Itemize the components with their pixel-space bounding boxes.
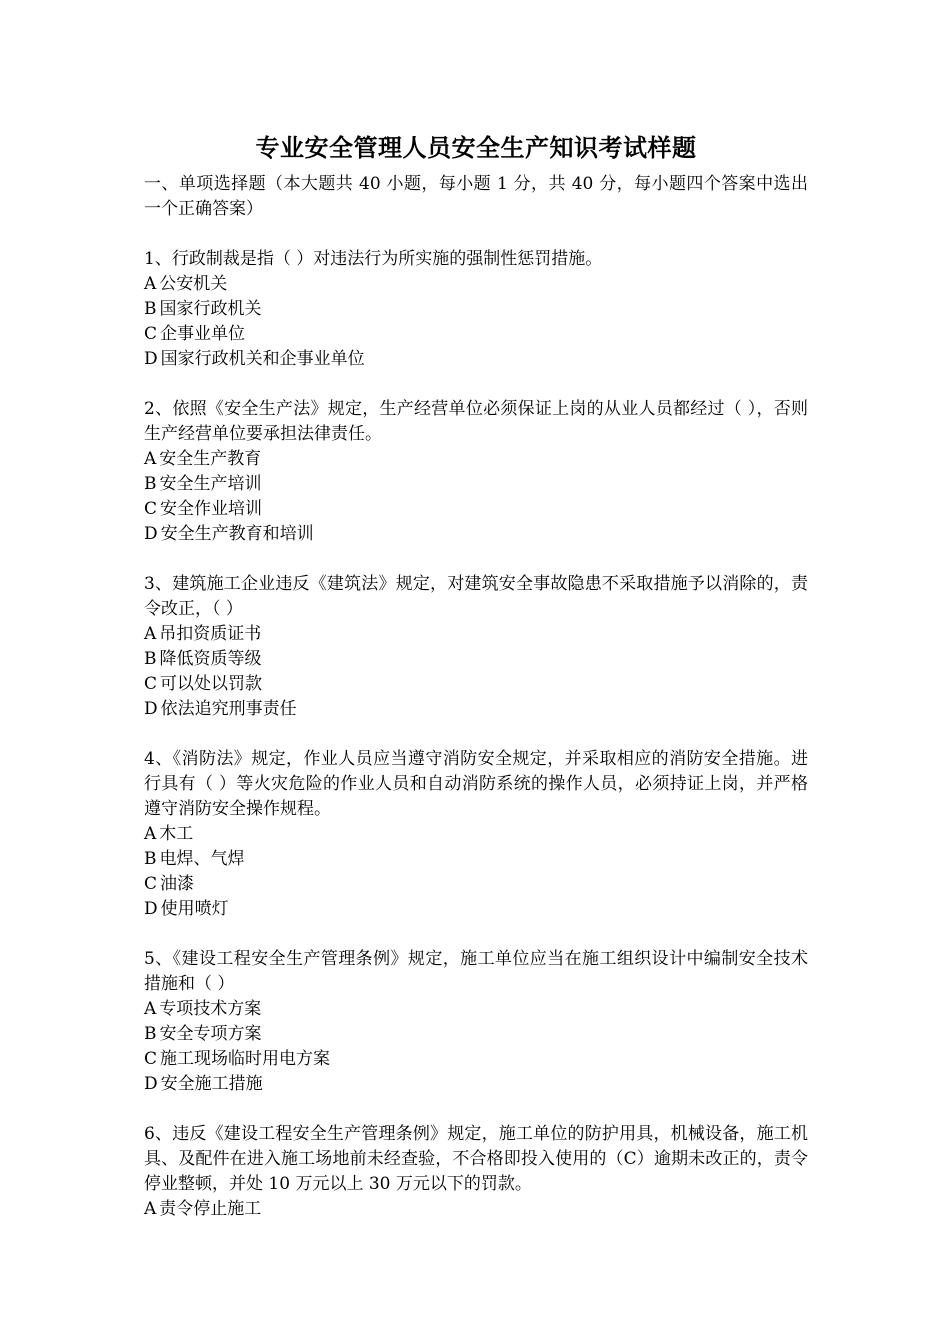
question-3: [144, 572, 808, 722]
section-intro: 一、单项选择题（本大题共 40 小题，每小题 1 分，共 40 分，每小题四个答案中选出一个正确答案）: [144, 174, 808, 219]
option-list: [144, 822, 808, 922]
option-b: [144, 1022, 808, 1047]
question-stem: 2、依照《安全生产法》规定，生产经营单位必须保证上岗的从业人员都经过（ ），否则生产经营单位要承担法律责任。: [144, 399, 808, 444]
option-text: 国家行政机关: [159, 299, 262, 319]
option-d: [144, 897, 808, 922]
option-letter: C: [144, 874, 158, 894]
option-text: 安全生产教育和培训: [160, 524, 314, 544]
option-text: 专项技术方案: [159, 999, 262, 1019]
option-text: 安全作业培训: [160, 499, 263, 519]
option-letter: D: [144, 1074, 158, 1094]
document-page: [144, 128, 808, 1222]
option-text: 使用喷灯: [160, 899, 229, 919]
option-text: 国家行政机关和企事业单位: [160, 349, 365, 369]
option-list: [144, 997, 808, 1097]
option-c: [144, 1047, 808, 1072]
option-list: [144, 272, 808, 372]
option-d: [144, 697, 808, 722]
option-text: 安全专项方案: [159, 1024, 262, 1044]
option-text: 油漆: [160, 874, 195, 894]
document-title: 专业安全管理人员安全生产知识考试样题: [255, 133, 697, 162]
option-text: 吊扣资质证书: [159, 624, 262, 644]
option-letter: C: [144, 1049, 158, 1069]
option-b: [144, 847, 808, 872]
option-letter: B: [144, 474, 157, 494]
option-letter: D: [144, 349, 158, 369]
option-a: [144, 447, 808, 472]
option-letter: A: [144, 274, 157, 294]
question-6: [144, 1122, 808, 1222]
option-text: 企事业单位: [160, 324, 246, 344]
option-text: 责令停止施工: [159, 1199, 262, 1219]
question-5: [144, 947, 808, 1097]
option-d: [144, 347, 808, 372]
option-letter: A: [144, 624, 157, 644]
question-stem: 1、行政制裁是指（ ）对违法行为所实施的强制性惩罚措施。: [144, 249, 603, 269]
option-letter: D: [144, 699, 158, 719]
option-c: [144, 497, 808, 522]
question-stem: 4、《消防法》规定，作业人员应当遵守消防安全规定，并采取相应的消防安全措施。进行具有（ ）等火灾危险的作业人员和自动消防系统的操作人员，必须持证上岗，并严格遵守消防安全操作规程。: [144, 749, 808, 819]
option-d: [144, 1072, 808, 1097]
option-a: [144, 272, 808, 297]
option-letter: A: [144, 824, 157, 844]
option-b: [144, 472, 808, 497]
question-list: [144, 247, 808, 1222]
option-a: [144, 822, 808, 847]
option-text: 施工现场临时用电方案: [160, 1049, 331, 1069]
option-a: [144, 997, 808, 1022]
option-text: 公安机关: [159, 274, 228, 294]
option-letter: B: [144, 649, 157, 669]
option-a: [144, 622, 808, 647]
option-letter: C: [144, 674, 158, 694]
option-text: 木工: [159, 824, 194, 844]
option-c: [144, 872, 808, 897]
option-b: [144, 647, 808, 672]
option-letter: A: [144, 449, 157, 469]
option-letter: D: [144, 899, 158, 919]
option-letter: B: [144, 849, 157, 869]
question-stem: 5、《建设工程安全生产管理条例》规定，施工单位应当在施工组织设计中编制安全技术措施和（ ）: [144, 949, 808, 994]
question-1: [144, 247, 808, 372]
option-list: [144, 622, 808, 722]
option-text: 电焊、气焊: [159, 849, 245, 869]
option-letter: D: [144, 524, 158, 544]
option-letter: B: [144, 1024, 157, 1044]
option-list: [144, 447, 808, 547]
option-list: [144, 1197, 808, 1222]
option-b: [144, 297, 808, 322]
option-letter: A: [144, 1199, 157, 1219]
option-d: [144, 522, 808, 547]
question-stem: 3、建筑施工企业违反《建筑法》规定，对建筑安全事故隐患不采取措施予以消除的，责令改正，（ ）: [144, 574, 808, 619]
option-text: 安全生产培训: [159, 474, 262, 494]
question-4: [144, 747, 808, 922]
option-text: 依法追究刑事责任: [160, 699, 297, 719]
question-stem: 6、违反《建设工程安全生产管理条例》规定，施工单位的防护用具，机械设备，施工机具、及配件在进入施工场地前未经查验，不合格即投入使用的（C）逾期未改正的，责令停业整顿，并处 10 万元以上 30 万元以下的罚款。: [144, 1124, 808, 1194]
option-letter: B: [144, 299, 157, 319]
option-letter: C: [144, 324, 158, 344]
option-a: [144, 1197, 808, 1222]
question-2: [144, 397, 808, 547]
option-c: [144, 322, 808, 347]
option-text: 可以处以罚款: [160, 674, 263, 694]
option-text: 安全施工措施: [160, 1074, 263, 1094]
option-letter: A: [144, 999, 157, 1019]
option-text: 降低资质等级: [159, 649, 262, 669]
option-text: 安全生产教育: [159, 449, 262, 469]
option-letter: C: [144, 499, 158, 519]
option-c: [144, 672, 808, 697]
